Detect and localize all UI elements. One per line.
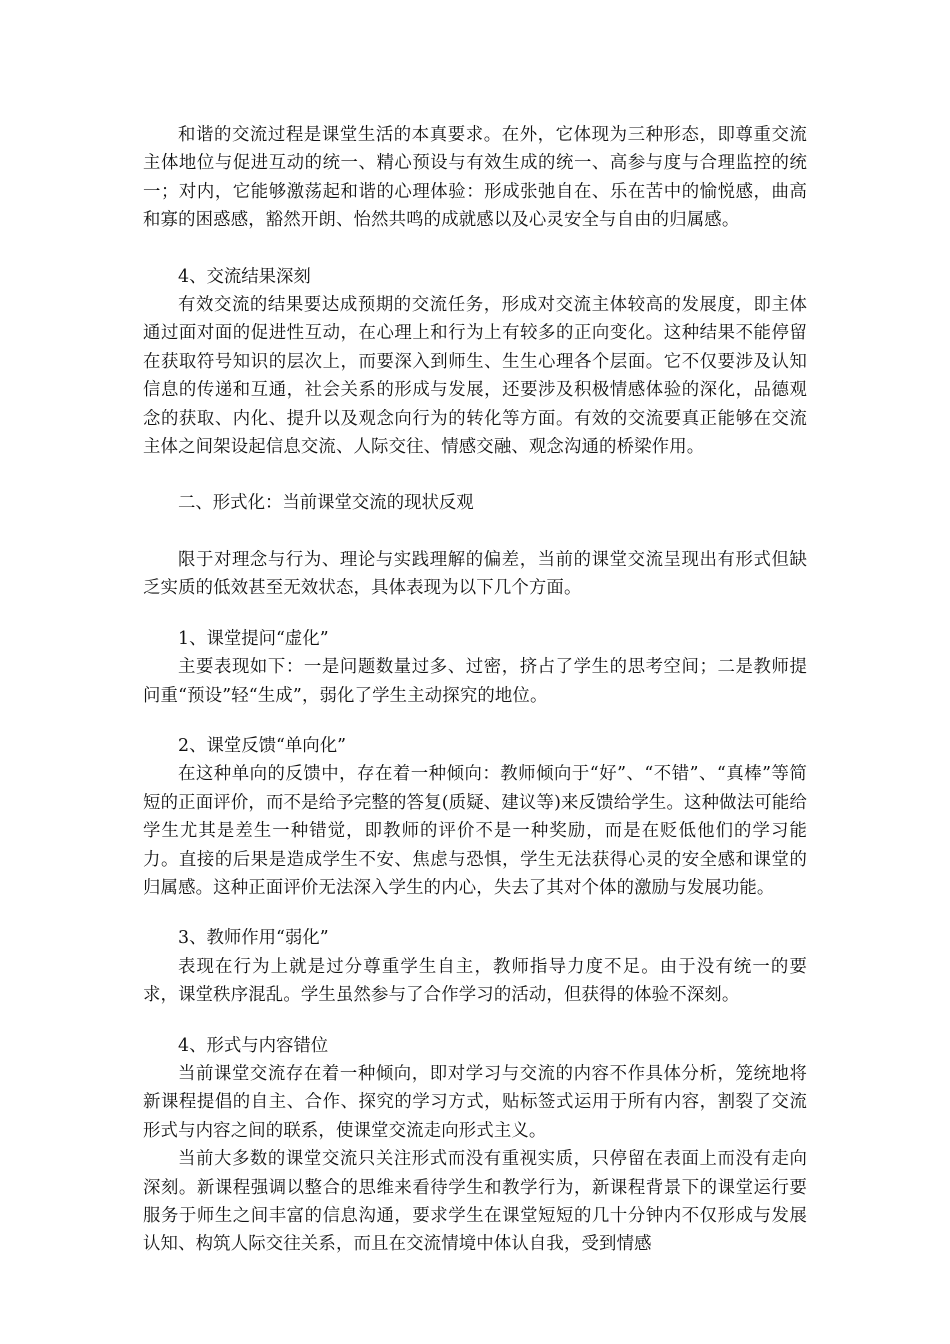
spacer xyxy=(143,710,807,732)
section-heading: 4、形式与内容错位 xyxy=(178,1035,329,1056)
spacer xyxy=(143,518,807,546)
spacer xyxy=(143,1010,807,1032)
section-heading: 二、形式化：当前课堂交流的现状反观 xyxy=(178,493,474,514)
paragraph: 当前大多数的课堂交流只关注形式而没有重视实质，只停留在表面上而没有走向深刻。新课程强调以整合的思维来看待学生和教学行为，新课程背景下的课堂运行要服务于师生之间丰富的信息沟通，要求学生在课堂短短的几十分钟内不仅形成与发展认知、构筑人际交往关系，而且在交流情境中体认自我，受到情感 xyxy=(143,1149,807,1255)
paragraph: 主要表现如下：一是问题数量过多、过密，挤占了学生的思考空间；二是教师提问重“预设”轻“生成”，弱化了学生主动探究的地位。 xyxy=(143,657,807,706)
paragraph: 限于对理念与行为、理论与实践理解的偏差，当前的课堂交流呈现出有形式但缺乏实质的低效甚至无效状态，具体表现为以下几个方面。 xyxy=(143,549,807,599)
spacer xyxy=(143,461,807,489)
paragraph: 有效交流的结果要达成预期的交流任务，形成对交流主体较高的发展度，即主体通过面对面的促进性互动，在心理上和行为上有较多的正向变化。这种结果不能停留在获取符号知识的层次上，而要深入到师生、生生心理各个层面。它不仅要涉及认知信息的传递和互通，社会关系的形成与发展，还要涉及积极情感体验的深化，品德观念的获取、内化、提升以及观念向行为的转化等方面。有效的交流要真正能够在交流主体之间架设起信息交流、人际交往、情感交融、观念沟通的桥梁作用。 xyxy=(143,295,807,458)
spacer xyxy=(143,902,807,924)
paragraph: 和谐的交流过程是课堂生活的本真要求。在外，它体现为三种形态，即尊重交流主体地位与促进互动的统一、精心预设与有效生成的统一、高参与度与合理监控的统一；对内，它能够激荡起和谐的心理体验：形成张弛自在、乐在苦中的愉悦感，曲高和寡的困惑感，豁然开朗、怡然共鸣的成就感以及心灵安全与自由的归属感。 xyxy=(143,125,807,231)
paragraph: 当前课堂交流存在着一种倾向，即对学习与交流的内容不作具体分析，笼统地将新课程提倡的自主、合作、探究的学习方式，贴标签式运用于所有内容，割裂了交流形式与内容之间的联系，使课堂交流走向形式主义。 xyxy=(143,1063,807,1141)
spacer xyxy=(143,603,807,625)
document-page xyxy=(143,121,807,1259)
section-heading: 2、课堂反馈“单向化” xyxy=(178,735,346,756)
section-heading: 3、教师作用“弱化” xyxy=(178,928,329,949)
paragraph: 表现在行为上就是过分尊重学生自主，教师指导力度不足。由于没有统一的要求，课堂秩序混乱。学生虽然参与了合作学习的活动，但获得的体验不深刻。 xyxy=(143,956,807,1006)
section-heading: 4、交流结果深刻 xyxy=(178,266,311,287)
paragraph: 在这种单向的反馈中，存在着一种倾向：教师倾向于“好”、“不错”、“真棒”等简短的正面评价，而不是给予完整的答复(质疑、建议等)来反馈给学生。这种做法可能给学生尤其是差生一种错觉，即教师的评价不是一种奖励，而是在贬低他们的学习能力。直接的后果是造成学生不安、焦虑与恐惧，学生无法获得心灵的安全感和课堂的归属感。这种正面评价无法深入学生的内心，失去了其对个体的激励与发展功能。 xyxy=(143,764,807,898)
section-heading: 1、课堂提问“虚化” xyxy=(178,628,329,649)
spacer xyxy=(143,235,807,263)
